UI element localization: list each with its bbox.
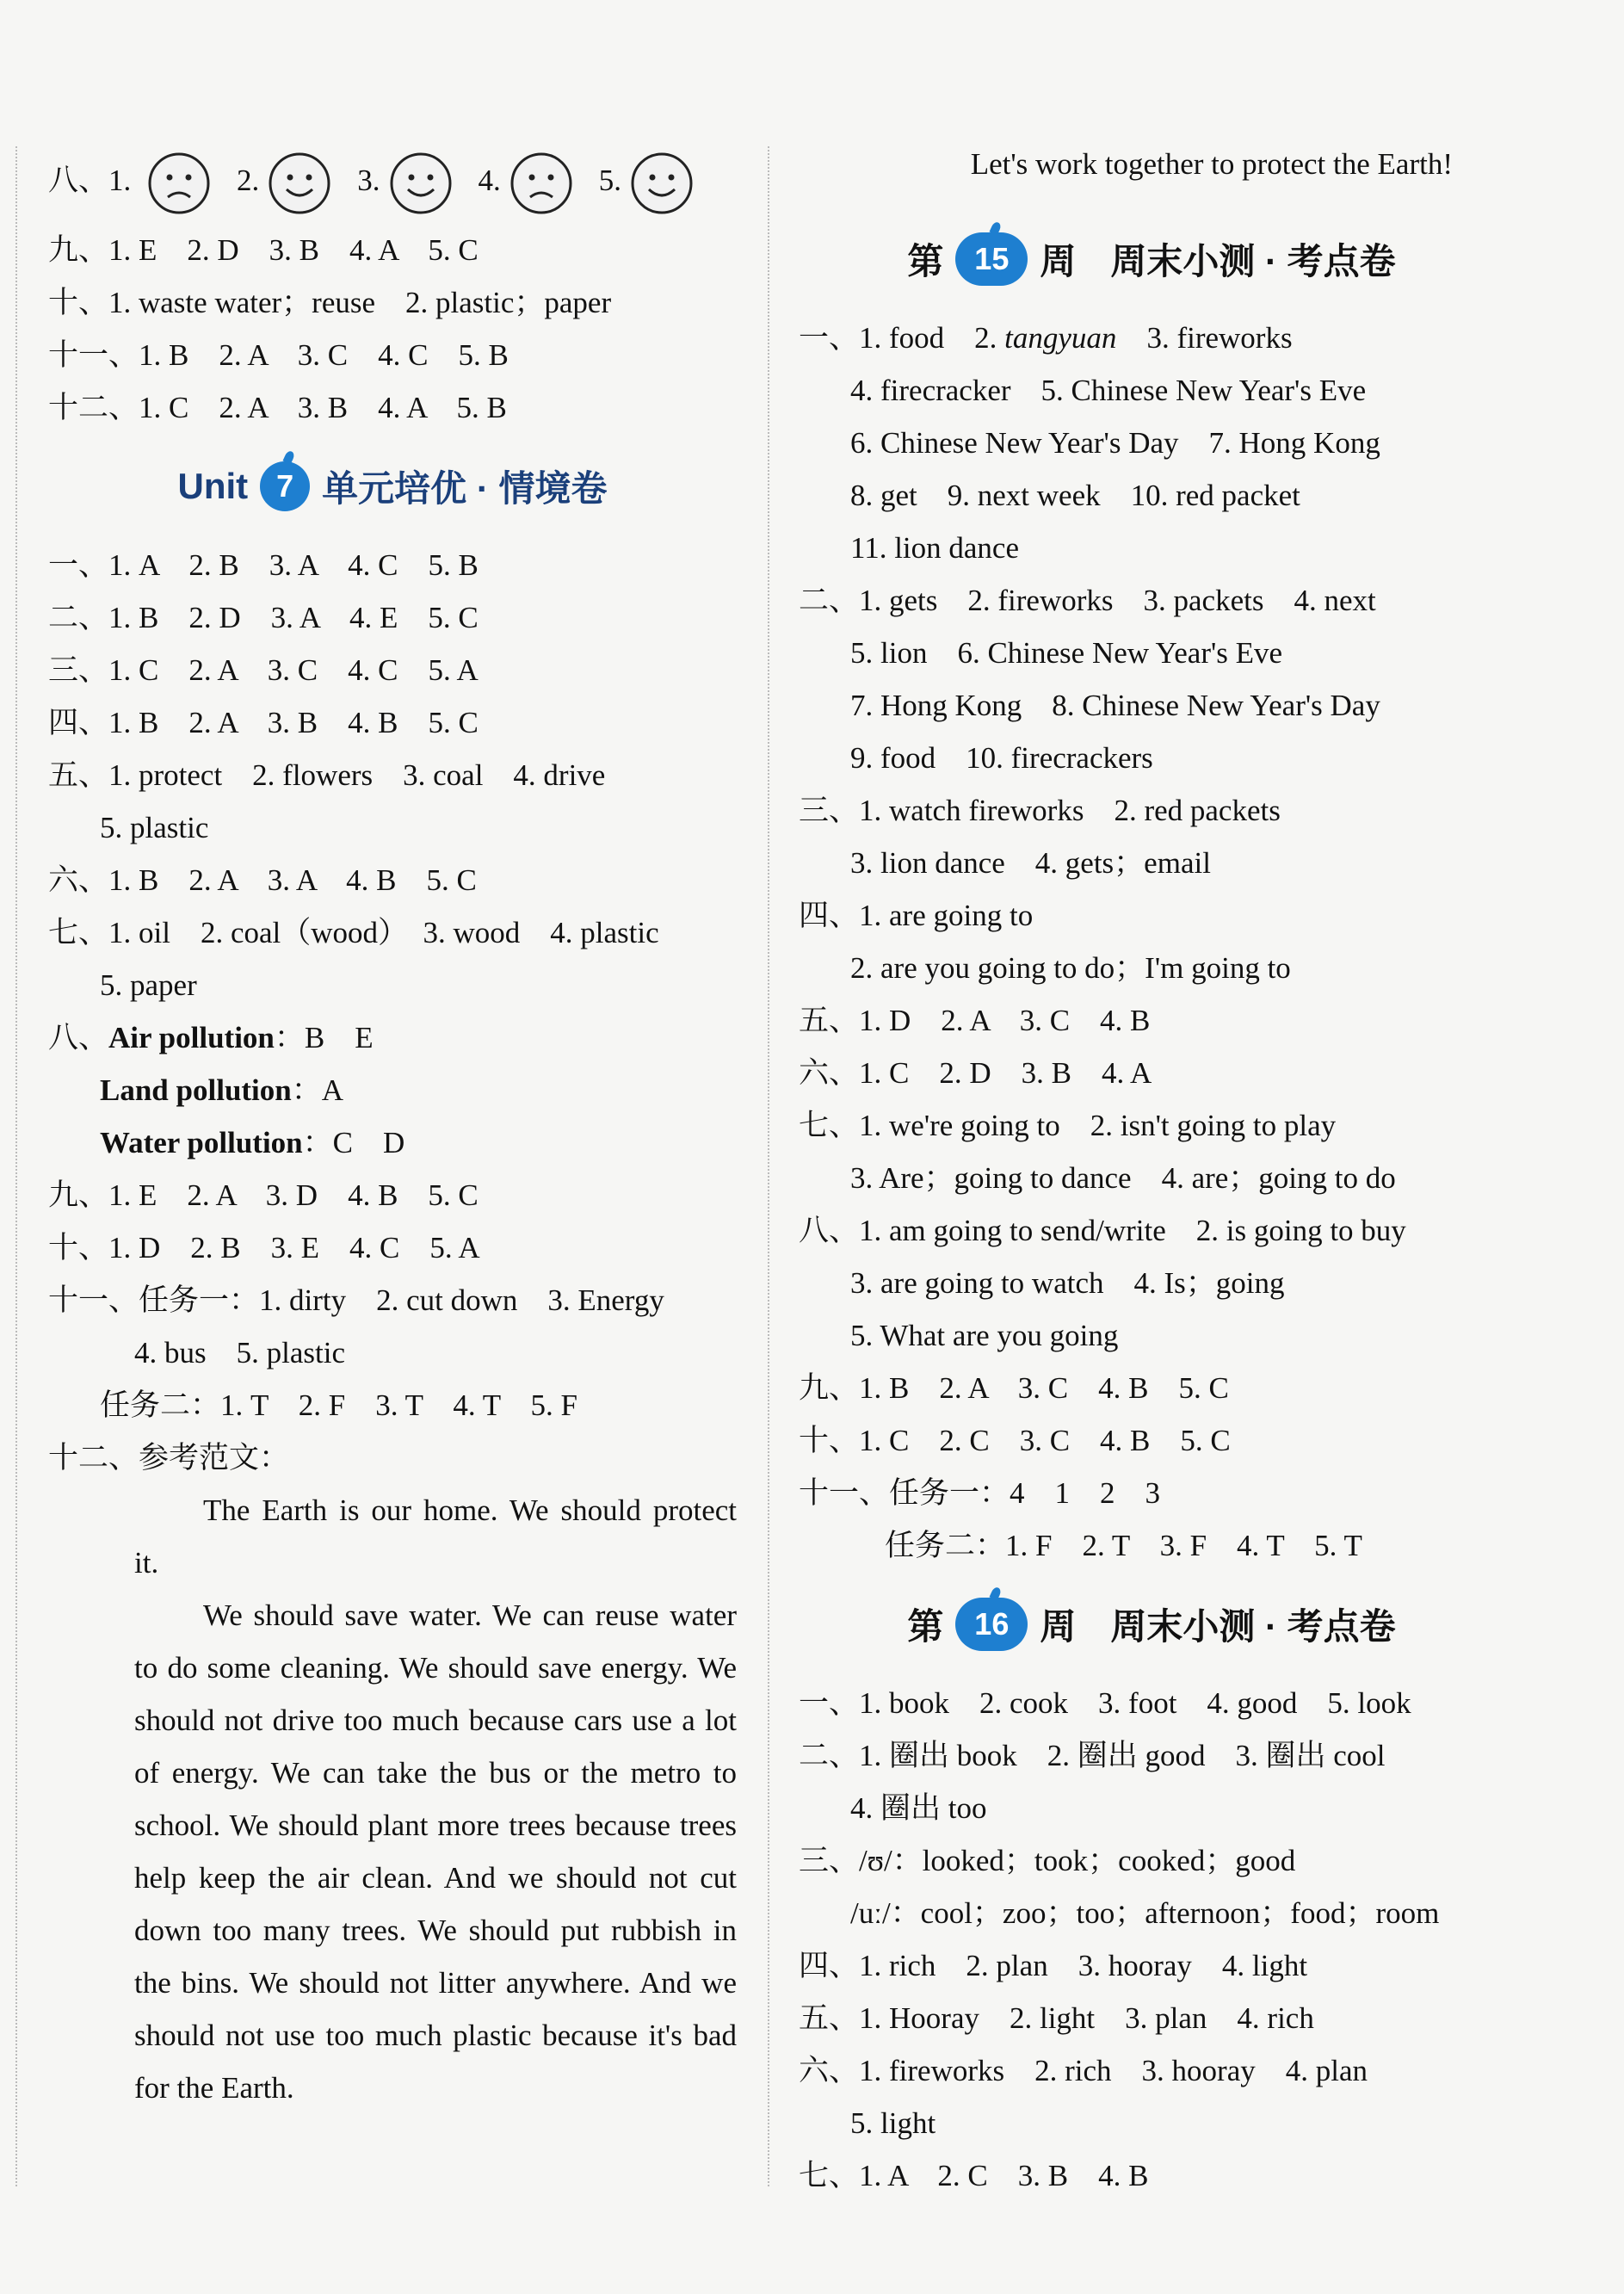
answer-text: 1. 圈出 book 2. 圈出 good 3. 圈出 cool (859, 1739, 1386, 1772)
face-item-number: 4. (478, 164, 501, 197)
answer-text: 1. gets 2. fireworks 3. packets 4. next (859, 584, 1376, 617)
pollution-label: Air pollution (108, 1021, 275, 1054)
pollution-line (48, 1011, 737, 1064)
answer-line (799, 1414, 1504, 1467)
answer-text: 任务二：1. F 2. T 3. F 4. T 5. T (885, 1529, 1362, 1562)
answer-text: 1. C 2. C 3. C 4. B 5. C (859, 1424, 1231, 1457)
answer-line (799, 522, 1504, 574)
answer-line (799, 942, 1504, 994)
week-suffix: 周 (1040, 241, 1077, 281)
question-mark: 八、 (799, 1214, 860, 1247)
answer-line (799, 312, 1504, 364)
left-column (48, 138, 737, 2114)
face-item-number: 5. (598, 164, 622, 197)
face-item-number: 3. (357, 164, 380, 197)
answer-line: 七、1. oil 2. coal（wood） 3. wood 4. plastic (48, 916, 659, 949)
answer-text: 1. C 2. D 3. B 4. A (859, 1056, 1152, 1090)
week-number-badge: 16 (955, 1598, 1028, 1651)
answer-text: 1. A 2. C 3. B 4. B (859, 2159, 1149, 2192)
answer-line: 十二、参考范文： (48, 1441, 290, 1475)
question-mark: 十、 (799, 1424, 860, 1457)
question-mark: 五、 (799, 2001, 860, 2035)
answer-line: 九、1. E 2. A 3. D 4. B 5. C (48, 1178, 479, 1212)
question-mark: 九、 (799, 1371, 860, 1405)
question-mark: 三、 (799, 794, 860, 827)
question-mark: 十一、 (799, 1476, 890, 1510)
answer-line (799, 732, 1504, 784)
answer-line (799, 1782, 1504, 1834)
unit-title: 单元培优 · 情境卷 (322, 468, 608, 509)
answer-text: 3. are going to watch 4. Is；going (850, 1266, 1285, 1300)
answer-text: 1. fireworks 2. rich 3. hooray 4. plan (859, 2054, 1368, 2087)
answer-line (799, 2149, 1504, 2202)
answer-line (799, 1047, 1504, 1099)
answer-line (799, 1099, 1504, 1152)
answer-line (799, 679, 1504, 732)
answer-line (799, 2097, 1504, 2149)
face-answers (139, 164, 704, 197)
answer-text: 1. watch fireworks 2. red packets (859, 794, 1281, 827)
answer-text: 9. food 10. firecrackers (850, 741, 1153, 775)
answer-text: 1. food 2. tangyuan 3. fireworks (859, 321, 1293, 355)
question-mark: 四、 (799, 1949, 860, 1982)
answer-text: 6. Chinese New Year's Day 7. Hong Kong (850, 426, 1380, 460)
face-row-label: 八、1. (48, 164, 132, 197)
answer-lines-top (48, 224, 737, 434)
question-mark: 六、 (799, 1056, 860, 1090)
answer-line: 4. bus 5. plastic (134, 1336, 345, 1370)
pollution-prefix: 八、 (48, 1021, 109, 1054)
question-mark: 二、 (799, 584, 860, 617)
answer-text: 3. Are；going to dance 4. are；going to do (850, 1161, 1396, 1195)
face-answers-row (48, 138, 737, 224)
happy-face-icon (389, 151, 453, 215)
unit7-answer-lines-2 (48, 1169, 737, 1484)
unit7-heading (48, 434, 737, 539)
sad-face-icon (509, 151, 573, 215)
answer-line: 十二、1. C 2. A 3. B 4. A 5. B (48, 391, 507, 424)
answer-line: 九、1. E 2. D 3. B 4. A 5. C (48, 233, 479, 267)
week15-heading (799, 207, 1504, 312)
pollution-answers (48, 1011, 737, 1169)
answer-text: 1. am going to send/write 2. is going to buy (859, 1214, 1406, 1247)
question-mark: 四、 (799, 899, 860, 932)
question-mark: 七、 (799, 1109, 860, 1142)
sad-face-icon (147, 151, 211, 215)
essay-paragraph-2: We should save water. We can reuse water to do some cleaning. We should save energy. We should not drive too much because cars use a lot of energy. We can take the bus or the metro to school. We should plant more trees because trees help keep the air clean. And we should not cut down too many trees. We should put rubbish in the bins. We should not litter anywhere. And we should not use too much plastic because it's bad for the Earth. (134, 1598, 737, 2105)
essay-closing-line: Let's work together to protect the Earth! (970, 147, 1453, 181)
unit-number-badge: 7 (260, 461, 310, 511)
answer-line: 5. plastic (100, 811, 209, 844)
answer-line (799, 1519, 1504, 1572)
answer-line (799, 469, 1504, 522)
pollution-value: ：B E (274, 1021, 374, 1054)
pollution-line (48, 1064, 737, 1116)
answer-line (799, 889, 1504, 942)
answer-line (799, 837, 1504, 889)
answer-text: 1. D 2. A 3. C 4. B (859, 1004, 1151, 1037)
answer-text: 1. we're going to 2. isn't going to play (859, 1109, 1337, 1142)
answer-text: 4. firecracker 5. Chinese New Year's Eve (850, 374, 1367, 407)
answer-text: 2. are you going to do；I'm going to (850, 951, 1291, 985)
answer-line (799, 627, 1504, 679)
answer-text: 1. Hooray 2. light 3. plan 4. rich (859, 2001, 1314, 2035)
question-mark: 一、 (799, 321, 860, 355)
answer-text: 8. get 9. next week 10. red packet (850, 479, 1300, 512)
answer-line: 三、1. C 2. A 3. C 4. C 5. A (48, 653, 479, 687)
unit7-answer-lines (48, 539, 737, 1011)
model-essay (48, 1484, 737, 2114)
answer-text: 任务一：4 1 2 3 (889, 1476, 1161, 1510)
question-mark: 六、 (799, 2054, 860, 2087)
pollution-label: Water pollution (100, 1126, 303, 1159)
question-mark: 三、 (799, 1844, 860, 1877)
answer-line: 任务二：1. T 2. F 3. T 4. T 5. F (100, 1388, 577, 1422)
pollution-value: ：C D (302, 1126, 405, 1159)
answer-line: 六、1. B 2. A 3. A 4. B 5. C (48, 863, 477, 897)
answer-line (799, 1992, 1504, 2044)
week-prefix: 第 (907, 241, 944, 281)
answer-text: 1. book 2. cook 3. foot 4. good 5. look (859, 1686, 1411, 1720)
answer-line: 十、1. D 2. B 3. E 4. C 5. A (48, 1231, 480, 1264)
answer-line: 十一、任务一：1. dirty 2. cut down 3. Energy (48, 1283, 664, 1317)
week-prefix: 第 (907, 1606, 944, 1647)
answer-line: 五、1. protect 2. flowers 3. coal 4. drive (48, 758, 606, 792)
left-margin-rule (15, 146, 17, 2186)
answer-text: 1. are going to (859, 899, 1034, 932)
answer-line (799, 1257, 1504, 1309)
answer-line (799, 1887, 1504, 1939)
happy-face-icon (268, 151, 331, 215)
answer-text: 5. light (850, 2106, 936, 2140)
answer-line: 十一、1. B 2. A 3. C 4. C 5. B (48, 338, 509, 372)
week-title: 周末小测 · 考点卷 (1110, 1606, 1396, 1647)
answer-line (799, 417, 1504, 469)
pollution-value: ：A (291, 1073, 344, 1107)
answer-line (799, 1729, 1504, 1782)
answer-line: 四、1. B 2. A 3. B 4. B 5. C (48, 706, 479, 739)
answer-line: 二、1. B 2. D 3. A 4. E 5. C (48, 601, 479, 634)
answer-line (799, 994, 1504, 1047)
answer-line (799, 1204, 1504, 1257)
answer-text: /ʊ/：looked；took；cooked；good (859, 1844, 1296, 1877)
answer-line: 一、1. A 2. B 3. A 4. C 5. B (48, 548, 479, 582)
unit-prefix: Unit (177, 466, 249, 506)
answer-line (799, 1834, 1504, 1887)
answer-text: 5. lion 6. Chinese New Year's Eve (850, 636, 1283, 670)
face-item-number: 2. (237, 164, 260, 197)
pollution-line (48, 1116, 737, 1169)
week-suffix: 周 (1040, 1606, 1077, 1647)
answer-line (799, 784, 1504, 837)
answer-line (799, 1309, 1504, 1362)
answer-line (799, 2044, 1504, 2097)
week-title: 周末小测 · 考点卷 (1110, 241, 1396, 281)
question-mark: 一、 (799, 1686, 860, 1720)
question-mark: 七、 (799, 2159, 860, 2192)
column-divider (768, 146, 769, 2186)
answer-text: /uː/：cool；zoo；too；afternoon；food；room (850, 1896, 1440, 1930)
week16-answer-lines (799, 1677, 1504, 2202)
answer-line (799, 1362, 1504, 1414)
happy-face-icon (630, 151, 694, 215)
answer-line (799, 574, 1504, 627)
answer-text: 1. rich 2. plan 3. hooray 4. light (859, 1949, 1308, 1982)
answer-line (799, 1152, 1504, 1204)
week16-heading (799, 1572, 1504, 1677)
answer-line (799, 1939, 1504, 1992)
answer-line (799, 1677, 1504, 1729)
answer-line (799, 1467, 1504, 1519)
answer-line: 5. paper (100, 968, 197, 1002)
answer-line (799, 364, 1504, 417)
essay-paragraph-1: The Earth is our home. We should protect it. (134, 1493, 737, 1580)
answer-text: 4. 圈出 too (850, 1791, 987, 1825)
answer-text: 7. Hong Kong 8. Chinese New Year's Day (850, 689, 1380, 722)
answer-text: 3. lion dance 4. gets；email (850, 846, 1211, 880)
question-mark: 五、 (799, 1004, 860, 1037)
right-column (799, 138, 1504, 2202)
answer-line: 十、1. waste water；reuse 2. plastic；paper (48, 286, 612, 319)
answer-text: 5. What are you going (850, 1319, 1119, 1352)
week15-answer-lines (799, 312, 1504, 1572)
question-mark: 二、 (799, 1739, 860, 1772)
week-number-badge: 15 (955, 232, 1028, 286)
pollution-label: Land pollution (100, 1073, 292, 1107)
answer-text: 1. B 2. A 3. C 4. B 5. C (859, 1371, 1229, 1405)
answer-text: 11. lion dance (850, 531, 1020, 565)
